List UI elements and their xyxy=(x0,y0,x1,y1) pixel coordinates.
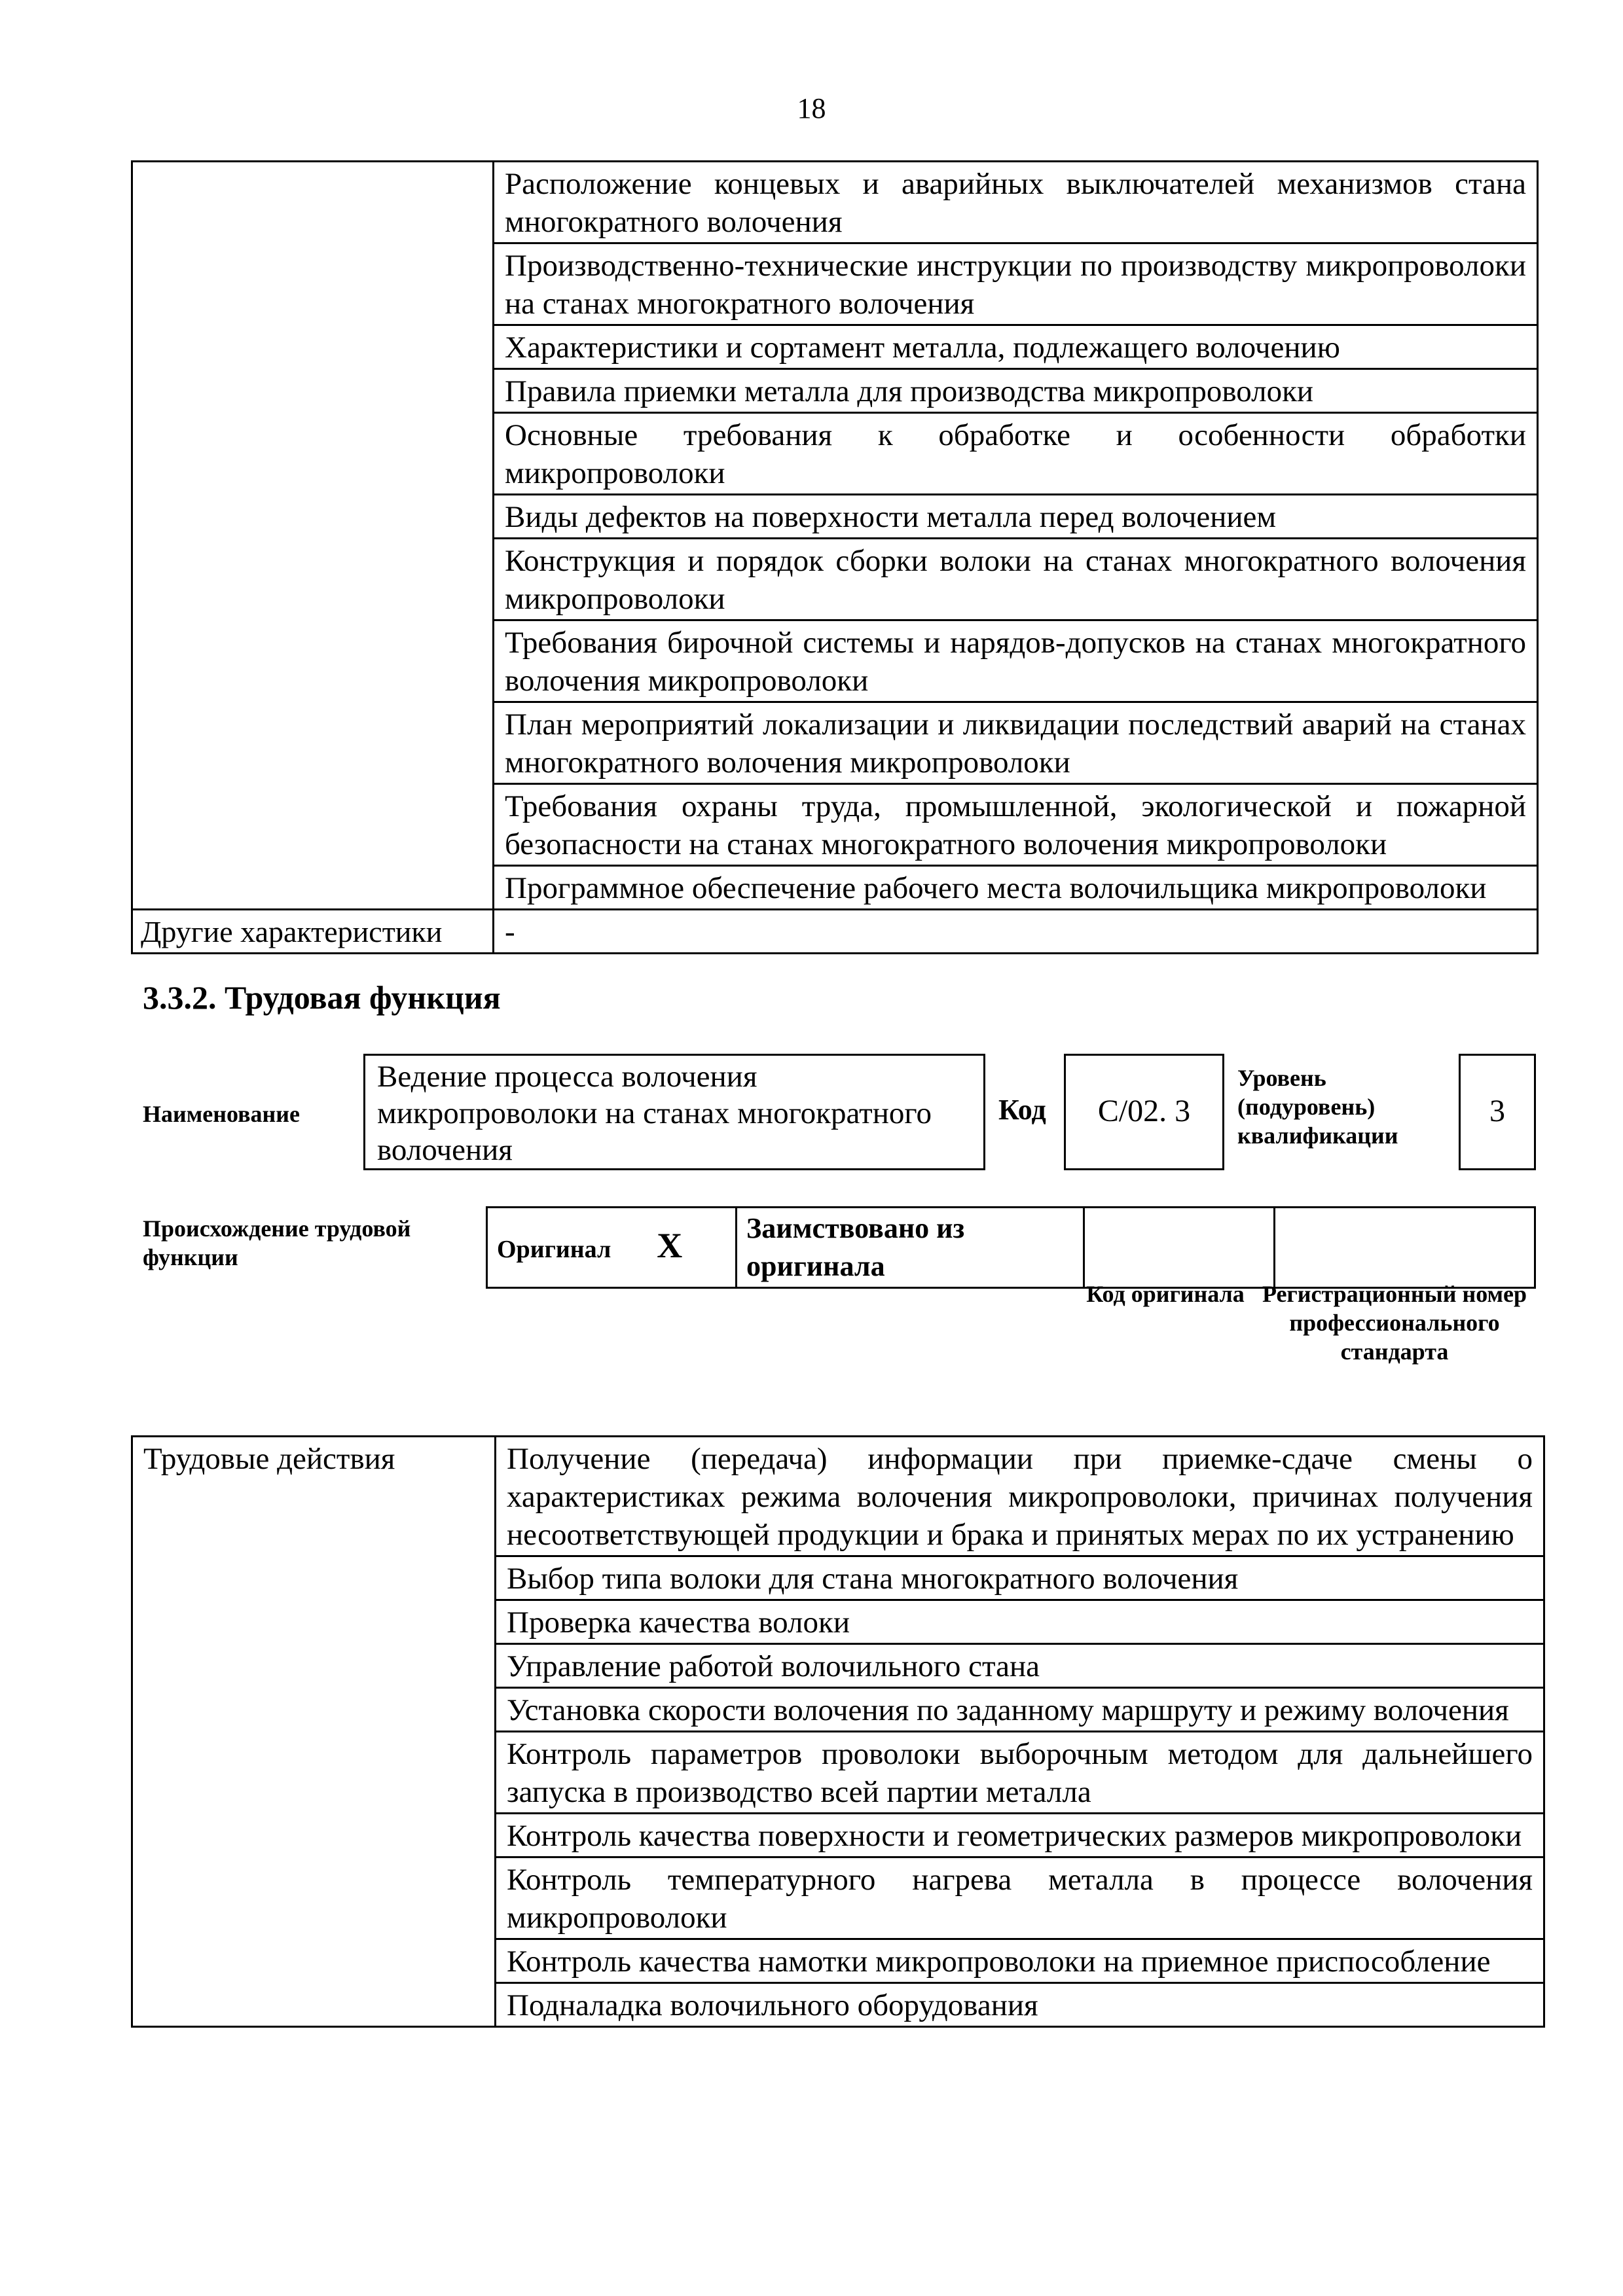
table-row xyxy=(132,1437,1544,1556)
table-cell: Требования охраны труда, промышленной, экологической и пожарной безопасности на станах многократного волочения микропроволоки xyxy=(494,784,1538,866)
table-cell: Производственно-технические инструкции по производству микропроволоки на станах многократного волочения xyxy=(494,243,1538,325)
table-cell: План мероприятий локализации и ликвидации последствий аварий на станах многократного волочения микропроволоки xyxy=(494,702,1538,784)
table-cell: Программное обеспечение рабочего места волочильщика микропроволоки xyxy=(494,866,1538,910)
table-cell: Правила приемки металла для производства микропроволоки xyxy=(494,369,1538,413)
original-label: Оригинал xyxy=(497,1236,611,1263)
labor-actions-table xyxy=(131,1435,1545,2028)
table-cell: Конструкция и порядок сборки волоки на станах многократного волочения микропроволоки xyxy=(494,539,1538,620)
table-row xyxy=(487,1208,1535,1288)
table-row xyxy=(132,162,1538,243)
table-cell: Подналадка волочильного оборудования xyxy=(496,1983,1544,2027)
table-cell: Управление работой волочильного стана xyxy=(496,1644,1544,1688)
other-characteristics-value: - xyxy=(494,910,1538,954)
labor-actions-label: Трудовые действия xyxy=(132,1437,496,2027)
page-number: 18 xyxy=(797,92,826,124)
table-cell: Контроль качества поверхности и геометрических размеров микропроволоки xyxy=(496,1814,1544,1857)
qualification-level-label: Уровень (подуровень) квалификации xyxy=(1237,1065,1398,1149)
table-cell: Контроль температурного нагрева металла в процессе волочения микропроволоки xyxy=(496,1857,1544,1939)
table-cell: Контроль параметров проволоки выборочным методом для дальнейшего запуска в производство всей партии металла xyxy=(496,1732,1544,1814)
original-cell xyxy=(487,1208,737,1288)
table-row xyxy=(132,910,1538,954)
table-cell: Расположение концевых и аварийных выключателей механизмов стана многократного волочения xyxy=(494,162,1538,243)
borrowed-label: Заимствовано из оригинала xyxy=(737,1208,1084,1288)
table-cell: Получение (передача) информации при приемке-сдаче смены о характеристиках режима волочения микропроволоки, причинах получения несоответствующей продукции и брака и принятых мерах по их устранению xyxy=(496,1437,1544,1556)
code-original-caption: Код оригинала xyxy=(1086,1281,1245,1307)
section-heading: 3.3.2. Трудовая функция xyxy=(143,979,501,1016)
other-characteristics-label: Другие характеристики xyxy=(132,910,494,954)
name-label: Наименование xyxy=(143,1101,300,1127)
registration-number-caption: Регистрационный номер профессионального стандарта xyxy=(1262,1281,1527,1365)
function-name-box: Ведение процесса волочения микропроволоки на станах многократного волочения xyxy=(363,1054,985,1170)
table-left-empty-cell xyxy=(132,162,494,910)
code-label: Код xyxy=(998,1094,1046,1126)
qualification-level-box: 3 xyxy=(1459,1054,1536,1170)
origin-table xyxy=(486,1206,1536,1289)
table-cell: Характеристики и сортамент металла, подлежащего волочению xyxy=(494,325,1538,369)
table-cell: Виды дефектов на поверхности металла перед волочением xyxy=(494,495,1538,539)
registration-number-cell xyxy=(1275,1208,1535,1288)
table-cell: Проверка качества волоки xyxy=(496,1600,1544,1644)
original-mark: X xyxy=(657,1226,683,1265)
origin-label: Происхождение трудовой функции xyxy=(143,1215,411,1270)
table-cell: Основные требования к обработке и особенности обработки микропроволоки xyxy=(494,413,1538,495)
table-cell: Выбор типа волоки для стана многократного волочения xyxy=(496,1556,1544,1600)
table-cell: Контроль качества намотки микропроволоки на приемное приспособление xyxy=(496,1939,1544,1983)
table-cell: Установка скорости волочения по заданному маршруту и режиму волочения xyxy=(496,1688,1544,1732)
table-cell: Требования бирочной системы и нарядов-допусков на станах многократного волочения микропроволоки xyxy=(494,620,1538,702)
original-code-cell xyxy=(1084,1208,1275,1288)
knowledge-table xyxy=(131,160,1539,954)
function-code-box: С/02. 3 xyxy=(1064,1054,1224,1170)
